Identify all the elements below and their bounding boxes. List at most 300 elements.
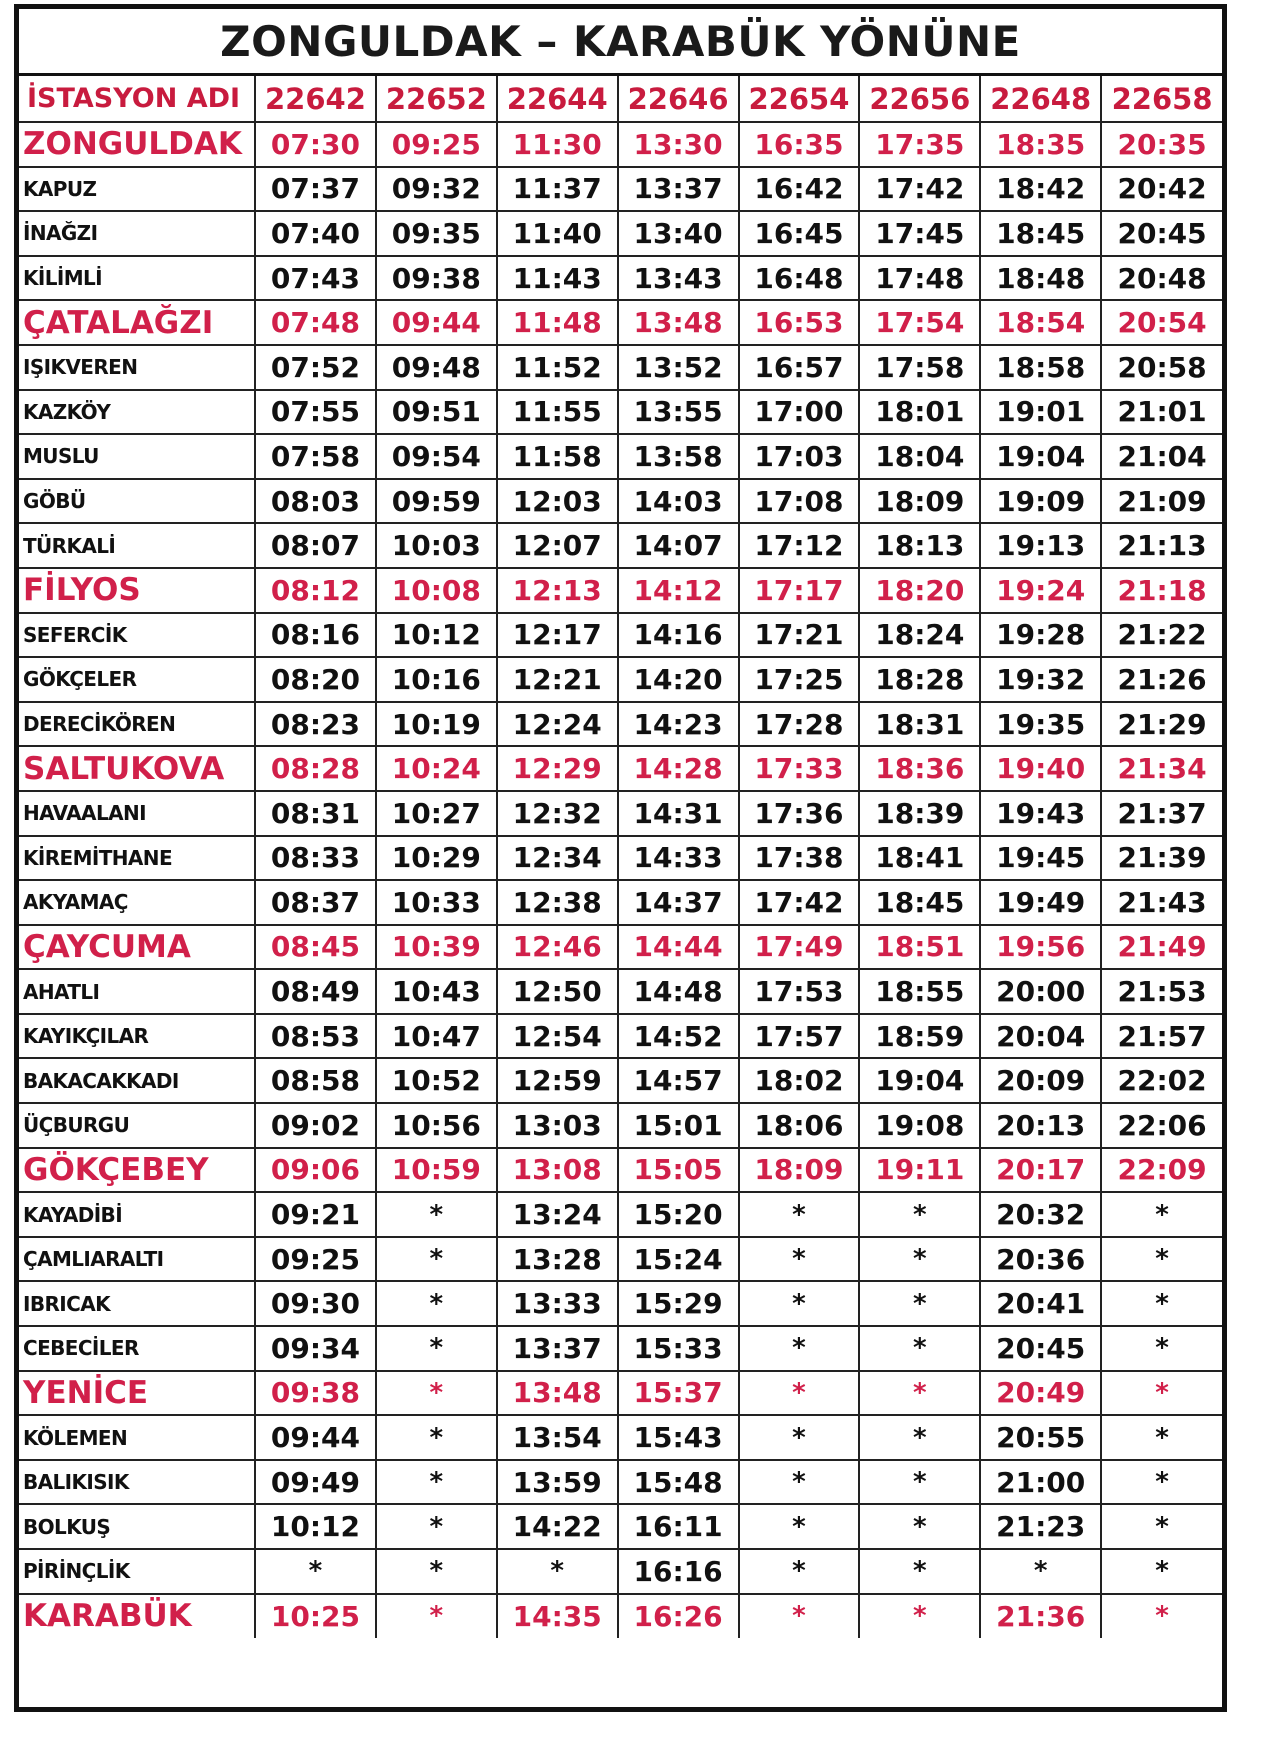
departure-time: 07:55 [255,390,376,435]
departure-time: 07:58 [255,434,376,479]
departure-time: 20:45 [1101,211,1222,256]
departure-time: 10:03 [376,523,497,568]
departure-time: 07:40 [255,211,376,256]
departure-time: 21:57 [1101,1014,1222,1059]
departure-time: 09:49 [255,1460,376,1505]
departure-time: 19:09 [980,479,1101,524]
departure-time: 17:12 [739,523,860,568]
station-row [19,1371,1222,1416]
station-row [19,1148,1222,1193]
station-row [19,122,1222,167]
station-name: CEBECİLER [19,1326,255,1371]
departure-time: 12:17 [497,613,618,658]
station-name: ÇAYCUMA [19,925,255,970]
departure-time: 10:59 [376,1148,497,1193]
departure-time: 13:58 [618,434,739,479]
station-name: HAVAALANI [19,791,255,836]
departure-time: 17:28 [739,702,860,747]
departure-time: 08:28 [255,746,376,791]
departure-time: 09:30 [255,1281,376,1326]
departure-time: 10:39 [376,925,497,970]
departure-time: * [1101,1415,1222,1460]
station-name: AHATLI [19,969,255,1014]
train-number-header: 22658 [1101,76,1222,122]
departure-time: * [859,1460,980,1505]
departure-time: 21:26 [1101,657,1222,702]
departure-time: 18:01 [859,390,980,435]
departure-time: 10:12 [255,1504,376,1549]
departure-time: * [1101,1192,1222,1237]
departure-time: 10:29 [376,836,497,881]
departure-time: 19:35 [980,702,1101,747]
departure-time: 14:48 [618,969,739,1014]
station-row [19,1058,1222,1103]
departure-time: 18:59 [859,1014,980,1059]
departure-time: 13:59 [497,1460,618,1505]
departure-time: 09:44 [376,300,497,345]
departure-time: 12:46 [497,925,618,970]
departure-time: 16:16 [618,1549,739,1594]
departure-time: 21:43 [1101,880,1222,925]
departure-time: 18:55 [859,969,980,1014]
departure-time: 17:17 [739,568,860,613]
departure-time: 16:48 [739,256,860,301]
departure-time: 19:01 [980,390,1101,435]
departure-time: * [376,1594,497,1639]
departure-time: 09:02 [255,1103,376,1148]
departure-time: 17:45 [859,211,980,256]
departure-time: 12:03 [497,479,618,524]
departure-time: 17:57 [739,1014,860,1059]
departure-time: 19:49 [980,880,1101,925]
departure-time: 16:26 [618,1594,739,1639]
departure-time: 19:28 [980,613,1101,658]
departure-time: 18:06 [739,1103,860,1148]
departure-time: 08:45 [255,925,376,970]
departure-time: 10:08 [376,568,497,613]
station-name: GÖKÇEBEY [19,1148,255,1193]
departure-time: 15:43 [618,1415,739,1460]
departure-time: 11:30 [497,122,618,167]
station-name: YENİCE [19,1371,255,1416]
station-name: ÇATALAĞZI [19,300,255,345]
departure-time: 20:00 [980,969,1101,1014]
departure-time: 10:19 [376,702,497,747]
departure-time: 14:57 [618,1058,739,1103]
departure-time: * [859,1415,980,1460]
departure-time: 08:07 [255,523,376,568]
departure-time: * [859,1594,980,1639]
departure-time: 17:03 [739,434,860,479]
departure-time: 13:08 [497,1148,618,1193]
departure-time: 10:24 [376,746,497,791]
departure-time: 18:31 [859,702,980,747]
departure-time: 08:16 [255,613,376,658]
departure-time: 07:52 [255,345,376,390]
departure-time: 12:29 [497,746,618,791]
station-name: IBRICAK [19,1281,255,1326]
departure-time: 12:07 [497,523,618,568]
departure-time: * [859,1192,980,1237]
departure-time: 10:43 [376,969,497,1014]
departure-time: 14:23 [618,702,739,747]
station-row [19,702,1222,747]
departure-time: 20:58 [1101,345,1222,390]
departure-time: 13:48 [618,300,739,345]
departure-time: 16:53 [739,300,860,345]
departure-time: 15:01 [618,1103,739,1148]
departure-time: 14:16 [618,613,739,658]
station-row [19,1014,1222,1059]
departure-time: 17:35 [859,122,980,167]
departure-time: 18:28 [859,657,980,702]
departure-time: 17:38 [739,836,860,881]
departure-time: * [739,1192,860,1237]
departure-time: 10:25 [255,1594,376,1639]
departure-time: * [1101,1460,1222,1505]
departure-time: * [859,1326,980,1371]
departure-time: 11:55 [497,390,618,435]
station-row [19,1103,1222,1148]
train-number-header: 22648 [980,76,1101,122]
departure-time: 16:57 [739,345,860,390]
departure-time: 18:48 [980,256,1101,301]
departure-time: 12:24 [497,702,618,747]
station-name: ZONGULDAK [19,122,255,167]
departure-time: 18:41 [859,836,980,881]
departure-time: 20:17 [980,1148,1101,1193]
departure-time: 13:54 [497,1415,618,1460]
station-name: ÇAMLIARALTI [19,1237,255,1282]
station-row [19,434,1222,479]
departure-time: 10:27 [376,791,497,836]
station-row [19,657,1222,702]
departure-time: * [376,1281,497,1326]
departure-time: 18:51 [859,925,980,970]
station-name: SEFERCİK [19,613,255,658]
departure-time: * [1101,1371,1222,1416]
station-name: DERECİKÖREN [19,702,255,747]
departure-time: 09:25 [376,122,497,167]
departure-time: 15:37 [618,1371,739,1416]
departure-time: 15:24 [618,1237,739,1282]
departure-time: * [859,1281,980,1326]
station-row [19,880,1222,925]
departure-time: 18:24 [859,613,980,658]
departure-time: 18:42 [980,167,1101,212]
departure-time: 11:58 [497,434,618,479]
departure-time: 09:54 [376,434,497,479]
departure-time: 12:59 [497,1058,618,1103]
timetable-sheet [14,4,1227,1712]
departure-time: 17:54 [859,300,980,345]
departure-time: 11:40 [497,211,618,256]
departure-time: 17:36 [739,791,860,836]
station-column-header: İSTASYON ADI [19,76,255,122]
departure-time: * [376,1237,497,1282]
departure-time: 20:54 [1101,300,1222,345]
departure-time: 15:48 [618,1460,739,1505]
departure-time: * [497,1549,618,1594]
departure-time: * [859,1371,980,1416]
departure-time: 14:37 [618,880,739,925]
departure-time: 21:23 [980,1504,1101,1549]
departure-time: 17:21 [739,613,860,658]
departure-time: 07:37 [255,167,376,212]
departure-time: 14:03 [618,479,739,524]
station-row [19,390,1222,435]
station-row [19,523,1222,568]
station-name: PİRİNÇLİK [19,1549,255,1594]
departure-time: 14:52 [618,1014,739,1059]
departure-time: 20:09 [980,1058,1101,1103]
station-row [19,791,1222,836]
departure-time: 09:25 [255,1237,376,1282]
station-row [19,1281,1222,1326]
departure-time: 13:37 [618,167,739,212]
departure-time: 18:58 [980,345,1101,390]
departure-time: * [739,1237,860,1282]
departure-time: 19:04 [980,434,1101,479]
timetable-title: ZONGULDAK – KARABÜK YÖNÜNE [19,9,1222,76]
departure-time: 11:37 [497,167,618,212]
departure-time: 17:42 [739,880,860,925]
station-name: KÖLEMEN [19,1415,255,1460]
train-number-header: 22644 [497,76,618,122]
departure-time: * [1101,1504,1222,1549]
station-row [19,1192,1222,1237]
departure-time: 12:13 [497,568,618,613]
station-row [19,613,1222,658]
departure-time: 20:04 [980,1014,1101,1059]
departure-time: 12:54 [497,1014,618,1059]
departure-time: 22:09 [1101,1148,1222,1193]
departure-time: 13:33 [497,1281,618,1326]
departure-time: 20:45 [980,1326,1101,1371]
station-row [19,836,1222,881]
station-row [19,167,1222,212]
departure-time: 20:41 [980,1281,1101,1326]
departure-time: 13:03 [497,1103,618,1148]
departure-time: 10:52 [376,1058,497,1103]
station-name: KİLİMLİ [19,256,255,301]
departure-time: 18:20 [859,568,980,613]
departure-time: 17:08 [739,479,860,524]
station-row [19,1594,1222,1639]
departure-time: 21:13 [1101,523,1222,568]
departure-time: * [1101,1281,1222,1326]
departure-time: 11:43 [497,256,618,301]
departure-time: 17:53 [739,969,860,1014]
timetable-table [19,76,1222,1638]
station-row [19,1460,1222,1505]
departure-time: * [376,1371,497,1416]
departure-time: * [1101,1237,1222,1282]
station-row [19,969,1222,1014]
departure-time: 19:24 [980,568,1101,613]
departure-time: 17:58 [859,345,980,390]
departure-time: 19:13 [980,523,1101,568]
departure-time: 21:09 [1101,479,1222,524]
departure-time: 16:11 [618,1504,739,1549]
departure-time: 20:49 [980,1371,1101,1416]
train-number-header: 22652 [376,76,497,122]
departure-time: 21:34 [1101,746,1222,791]
departure-time: 17:00 [739,390,860,435]
station-name: SALTUKOVA [19,746,255,791]
departure-time: 09:48 [376,345,497,390]
station-name: KARABÜK [19,1594,255,1639]
station-row [19,345,1222,390]
departure-time: * [376,1504,497,1549]
departure-time: 15:05 [618,1148,739,1193]
station-name: BOLKUŞ [19,1504,255,1549]
station-name: İNAĞZI [19,211,255,256]
departure-time: 10:47 [376,1014,497,1059]
departure-time: 13:43 [618,256,739,301]
departure-time: 08:58 [255,1058,376,1103]
departure-time: 09:32 [376,167,497,212]
departure-time: * [1101,1549,1222,1594]
departure-time: 11:48 [497,300,618,345]
departure-time: 16:35 [739,122,860,167]
departure-time: 21:00 [980,1460,1101,1505]
station-name: MUSLU [19,434,255,479]
station-name: GÖBÜ [19,479,255,524]
station-row [19,925,1222,970]
departure-time: 08:03 [255,479,376,524]
departure-time: 19:40 [980,746,1101,791]
departure-time: 21:18 [1101,568,1222,613]
departure-time: 14:20 [618,657,739,702]
departure-time: 13:55 [618,390,739,435]
departure-time: * [376,1415,497,1460]
departure-time: 17:48 [859,256,980,301]
departure-time: 09:21 [255,1192,376,1237]
station-row [19,211,1222,256]
departure-time: 09:34 [255,1326,376,1371]
departure-time: * [376,1460,497,1505]
departure-time: * [859,1504,980,1549]
departure-time: 14:44 [618,925,739,970]
departure-time: 13:24 [497,1192,618,1237]
departure-time: 14:22 [497,1504,618,1549]
departure-time: * [376,1326,497,1371]
station-row [19,568,1222,613]
departure-time: 09:38 [376,256,497,301]
departure-time: 17:25 [739,657,860,702]
departure-time: 21:04 [1101,434,1222,479]
station-name: KİREMİTHANE [19,836,255,881]
departure-time: 22:02 [1101,1058,1222,1103]
departure-time: * [376,1549,497,1594]
departure-time: * [739,1415,860,1460]
departure-time: 08:23 [255,702,376,747]
station-name: AKYAMAÇ [19,880,255,925]
departure-time: 21:36 [980,1594,1101,1639]
departure-time: 13:40 [618,211,739,256]
departure-time: 18:13 [859,523,980,568]
departure-time: 21:49 [1101,925,1222,970]
station-name: IŞIKVEREN [19,345,255,390]
departure-time: 14:31 [618,791,739,836]
departure-time: 13:30 [618,122,739,167]
departure-time: 09:38 [255,1371,376,1416]
departure-time: 19:43 [980,791,1101,836]
station-row [19,1237,1222,1282]
departure-time: 15:20 [618,1192,739,1237]
departure-time: 13:48 [497,1371,618,1416]
station-name: KAYIKÇILAR [19,1014,255,1059]
departure-time: 21:53 [1101,969,1222,1014]
train-number-header: 22656 [859,76,980,122]
departure-time: 09:59 [376,479,497,524]
station-row [19,746,1222,791]
departure-time: 19:45 [980,836,1101,881]
departure-time: 19:08 [859,1103,980,1148]
station-row [19,256,1222,301]
departure-time: 20:32 [980,1192,1101,1237]
departure-time: 18:09 [859,479,980,524]
departure-time: 12:21 [497,657,618,702]
departure-time: 16:42 [739,167,860,212]
departure-time: * [739,1549,860,1594]
departure-time: 18:35 [980,122,1101,167]
departure-time: 12:32 [497,791,618,836]
departure-time: * [1101,1594,1222,1639]
departure-time: 11:52 [497,345,618,390]
departure-time: 18:36 [859,746,980,791]
departure-time: 16:45 [739,211,860,256]
departure-time: 08:33 [255,836,376,881]
departure-time: 21:01 [1101,390,1222,435]
departure-time: * [739,1281,860,1326]
station-name: BAKACAKKADI [19,1058,255,1103]
departure-time: 18:45 [859,880,980,925]
departure-time: 13:37 [497,1326,618,1371]
header-row [19,76,1222,122]
train-number-header: 22642 [255,76,376,122]
departure-time: 09:51 [376,390,497,435]
departure-time: 21:29 [1101,702,1222,747]
departure-time: 21:37 [1101,791,1222,836]
departure-time: 12:34 [497,836,618,881]
departure-time: 17:49 [739,925,860,970]
departure-time: 21:39 [1101,836,1222,881]
departure-time: 14:33 [618,836,739,881]
departure-time: 12:50 [497,969,618,1014]
departure-time: * [739,1504,860,1549]
train-number-header: 22654 [739,76,860,122]
departure-time: 20:48 [1101,256,1222,301]
station-row [19,1326,1222,1371]
departure-time: 10:12 [376,613,497,658]
station-name: KAZKÖY [19,390,255,435]
departure-time: * [739,1326,860,1371]
departure-time: 20:55 [980,1415,1101,1460]
departure-time: 20:35 [1101,122,1222,167]
departure-time: 08:37 [255,880,376,925]
departure-time: 08:53 [255,1014,376,1059]
departure-time: * [859,1549,980,1594]
departure-time: 10:33 [376,880,497,925]
departure-time: * [739,1371,860,1416]
departure-time: 18:39 [859,791,980,836]
departure-time: 09:06 [255,1148,376,1193]
departure-time: 09:35 [376,211,497,256]
departure-time: 20:36 [980,1237,1101,1282]
departure-time: * [859,1237,980,1282]
